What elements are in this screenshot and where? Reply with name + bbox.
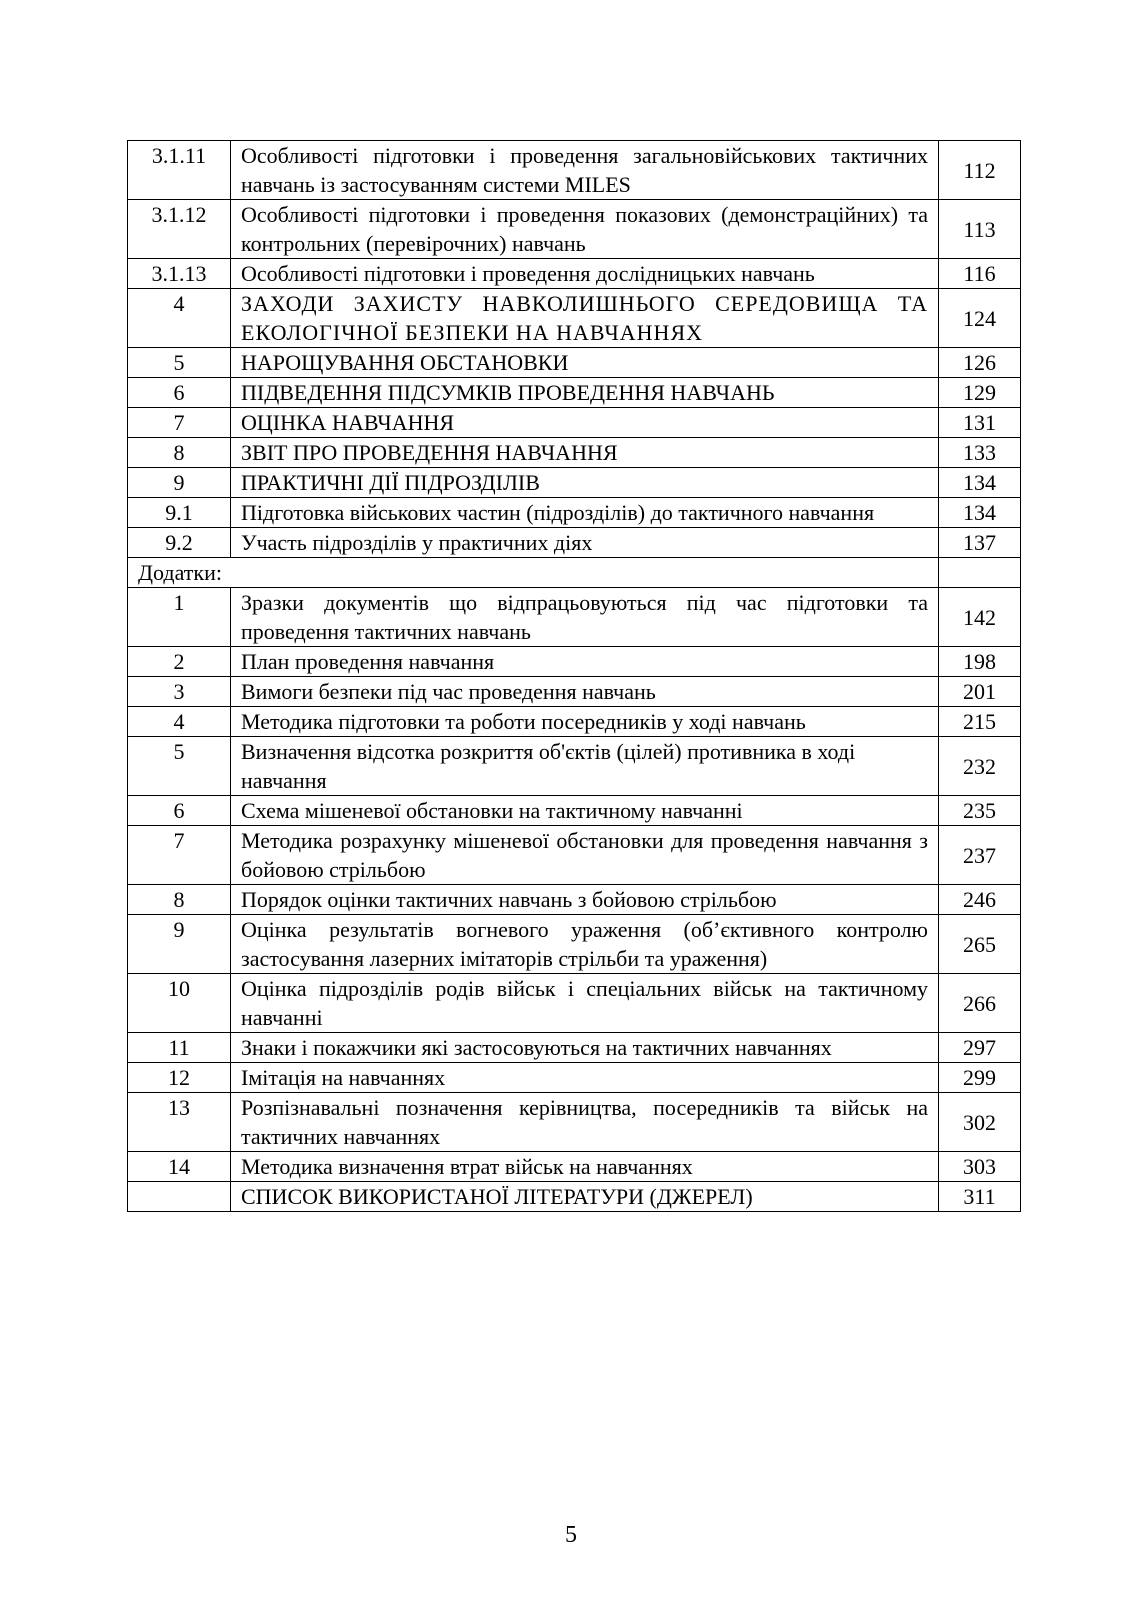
toc-page: 137 [939, 528, 1021, 558]
appendix-number: 10 [128, 974, 231, 1033]
toc-title: ЗАХОДИ ЗАХИСТУ НАВКОЛИШНЬОГО СЕРЕДОВИЩА ТА ЕКОЛОГІЧНОЇ БЕЗПЕКИ НА НАВЧАННЯХ [231, 289, 939, 348]
references-title: СПИСОК ВИКОРИСТАНОЇ ЛІТЕРАТУРИ (ДЖЕРЕЛ) [231, 1182, 939, 1212]
toc-number: 9.1 [128, 498, 231, 528]
toc-title: Особливості підготовки і проведення загальновійськових тактичних навчань із застосуванням системи MILES [231, 141, 939, 200]
appendix-title: Схема мішеневої обстановки на тактичному навчанні [231, 796, 939, 826]
table-row [128, 796, 1021, 826]
appendix-number: 8 [128, 885, 231, 915]
table-row [128, 408, 1021, 438]
toc-title: ЗВІТ ПРО ПРОВЕДЕННЯ НАВЧАННЯ [231, 438, 939, 468]
toc-page: 129 [939, 378, 1021, 408]
references-page: 311 [939, 1182, 1021, 1212]
table-row [128, 826, 1021, 885]
toc-title: ПІДВЕДЕННЯ ПІДСУМКІВ ПРОВЕДЕННЯ НАВЧАНЬ [231, 378, 939, 408]
table-row [128, 378, 1021, 408]
appendix-page: 297 [939, 1033, 1021, 1063]
table-row [128, 885, 1021, 915]
toc-page: 131 [939, 408, 1021, 438]
references-row [128, 1182, 1021, 1212]
toc-page: 134 [939, 468, 1021, 498]
toc-page: 113 [939, 200, 1021, 259]
table-row [128, 707, 1021, 737]
table-of-contents [127, 140, 1021, 1212]
appendix-number: 6 [128, 796, 231, 826]
appendix-title: Оцінка результатів вогневого ураження (об’єктивного контролю застосування лазерних імітаторів стрільби та ураження) [231, 915, 939, 974]
toc-number: 7 [128, 408, 231, 438]
appendix-title: Методика розрахунку мішеневої обстановки для проведення навчання з бойовою стрільбою [231, 826, 939, 885]
table-row [128, 468, 1021, 498]
appendix-title: План проведення навчання [231, 647, 939, 677]
appendix-number: 13 [128, 1093, 231, 1152]
appendix-number: 5 [128, 737, 231, 796]
appendix-title: Визначення відсотка розкриття об'єктів (цілей) противника в ході навчання [231, 737, 939, 796]
toc-body [128, 141, 1021, 1212]
appendix-title: Вимоги безпеки під час проведення навчань [231, 677, 939, 707]
table-row [128, 737, 1021, 796]
appendix-title: Знаки і покажчики які застосовуються на тактичних навчаннях [231, 1033, 939, 1063]
toc-number: 9 [128, 468, 231, 498]
table-row [128, 528, 1021, 558]
table-row [128, 1093, 1021, 1152]
appendix-title: Методика визначення втрат військ на навчаннях [231, 1152, 939, 1182]
table-row [128, 647, 1021, 677]
appendix-number: 1 [128, 588, 231, 647]
toc-title: Участь підрозділів у практичних діях [231, 528, 939, 558]
appendix-page: 198 [939, 647, 1021, 677]
appendix-page: 299 [939, 1063, 1021, 1093]
appendix-title: Зразки документів що відпрацьовуються під час підготовки та проведення тактичних навчань [231, 588, 939, 647]
table-row [128, 1033, 1021, 1063]
table-row [128, 677, 1021, 707]
appendix-title: Порядок оцінки тактичних навчань з бойовою стрільбою [231, 885, 939, 915]
toc-title: НАРОЩУВАННЯ ОБСТАНОВКИ [231, 348, 939, 378]
appendix-title: Оцінка підрозділів родів військ і спеціальних військ на тактичному навчанні [231, 974, 939, 1033]
toc-title: ПРАКТИЧНІ ДІЇ ПІДРОЗДІЛІВ [231, 468, 939, 498]
toc-title: Підготовка військових частин (підрозділів) до тактичного навчання [231, 498, 939, 528]
appendix-number: 7 [128, 826, 231, 885]
appendix-title: Розпізнавальні позначення керівництва, посередників та військ на тактичних навчаннях [231, 1093, 939, 1152]
appendix-page: 302 [939, 1093, 1021, 1152]
appendix-page: 235 [939, 796, 1021, 826]
toc-number: 3.1.13 [128, 259, 231, 289]
toc-page: 126 [939, 348, 1021, 378]
toc-number: 5 [128, 348, 231, 378]
toc-number: 8 [128, 438, 231, 468]
toc-number: 9.2 [128, 528, 231, 558]
toc-page: 134 [939, 498, 1021, 528]
appendix-number: 9 [128, 915, 231, 974]
table-row [128, 1063, 1021, 1093]
toc-page: 116 [939, 259, 1021, 289]
appendix-number: 4 [128, 707, 231, 737]
table-row [128, 438, 1021, 468]
toc-page-empty [939, 558, 1021, 588]
table-row [128, 259, 1021, 289]
appendix-number: 14 [128, 1152, 231, 1182]
appendix-page: 142 [939, 588, 1021, 647]
toc-number: 3.1.12 [128, 200, 231, 259]
table-row [128, 1152, 1021, 1182]
table-row [128, 588, 1021, 647]
toc-title: ОЦІНКА НАВЧАННЯ [231, 408, 939, 438]
appendix-page: 265 [939, 915, 1021, 974]
table-row [128, 141, 1021, 200]
toc-title: Особливості підготовки і проведення показових (демонстраційних) та контрольних (перевірочних) навчань [231, 200, 939, 259]
table-row [128, 915, 1021, 974]
appendix-number: 2 [128, 647, 231, 677]
appendix-page: 232 [939, 737, 1021, 796]
references-number [128, 1182, 231, 1212]
toc-number: 4 [128, 289, 231, 348]
appendix-page: 201 [939, 677, 1021, 707]
appendix-page: 237 [939, 826, 1021, 885]
toc-title: Особливості підготовки і проведення дослідницьких навчань [231, 259, 939, 289]
appendix-label: Додатки: [128, 558, 939, 588]
table-row [128, 348, 1021, 378]
appendix-number: 12 [128, 1063, 231, 1093]
appendix-title: Методика підготовки та роботи посередників у ході навчань [231, 707, 939, 737]
table-row [128, 289, 1021, 348]
page-number: 5 [565, 1522, 577, 1548]
table-row [128, 200, 1021, 259]
appendix-number: 11 [128, 1033, 231, 1063]
appendix-page: 266 [939, 974, 1021, 1033]
appendix-number: 3 [128, 677, 231, 707]
toc-number: 3.1.11 [128, 141, 231, 200]
toc-number: 6 [128, 378, 231, 408]
toc-page: 133 [939, 438, 1021, 468]
appendix-page: 246 [939, 885, 1021, 915]
table-row [128, 974, 1021, 1033]
appendix-header-row [128, 558, 1021, 588]
appendix-page: 215 [939, 707, 1021, 737]
appendix-title: Імітація на навчаннях [231, 1063, 939, 1093]
toc-page: 124 [939, 289, 1021, 348]
table-row [128, 498, 1021, 528]
toc-page: 112 [939, 141, 1021, 200]
appendix-page: 303 [939, 1152, 1021, 1182]
